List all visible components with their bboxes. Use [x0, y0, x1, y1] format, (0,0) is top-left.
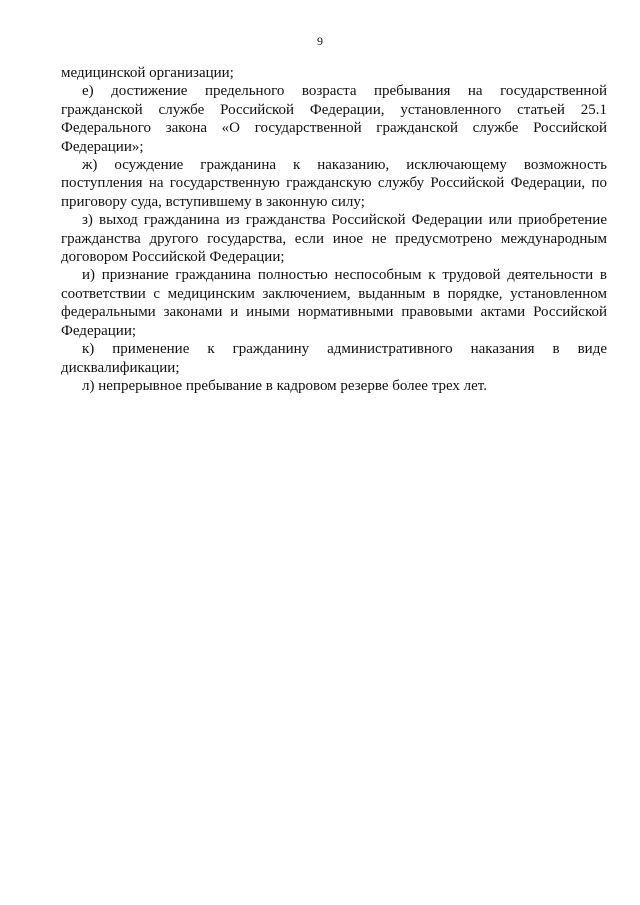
paragraph-item-z: з) выход гражданина из гражданства Российской Федерации или приобретение гражданства другого государства, если иное не предусмотрено международным договором Российской Федерации; — [61, 212, 607, 266]
page-number: 9 — [317, 34, 323, 48]
paragraph-item-zh: ж) осуждение гражданина к наказанию, исключающему возможность поступления на государственную гражданскую службу Российской Федерации, по приговору суда, вступившему в законную силу; — [61, 157, 607, 210]
document-body — [61, 64, 607, 395]
paragraph-item-k: к) применение к гражданину административного наказания в виде дисквалификации; — [61, 341, 607, 376]
paragraph-continuation: медицинской организации; — [61, 65, 234, 81]
paragraph-item-e: е) достижение предельного возраста пребывания на государственной гражданской службе Российской Федерации, установленного статьей 25.1 Федерального закона «О государственной гражданской службе Российской Федерации»; — [61, 83, 607, 155]
paragraph-item-i: и) признание гражданина полностью неспособным к трудовой деятельности в соответствии с медицинским заключением, выданным в порядке, установленном федеральными законами и иными нормативными правовыми актами Российской Федерации; — [61, 267, 607, 339]
paragraph-item-l: л) непрерывное пребывание в кадровом резерве более трех лет. — [82, 377, 487, 394]
